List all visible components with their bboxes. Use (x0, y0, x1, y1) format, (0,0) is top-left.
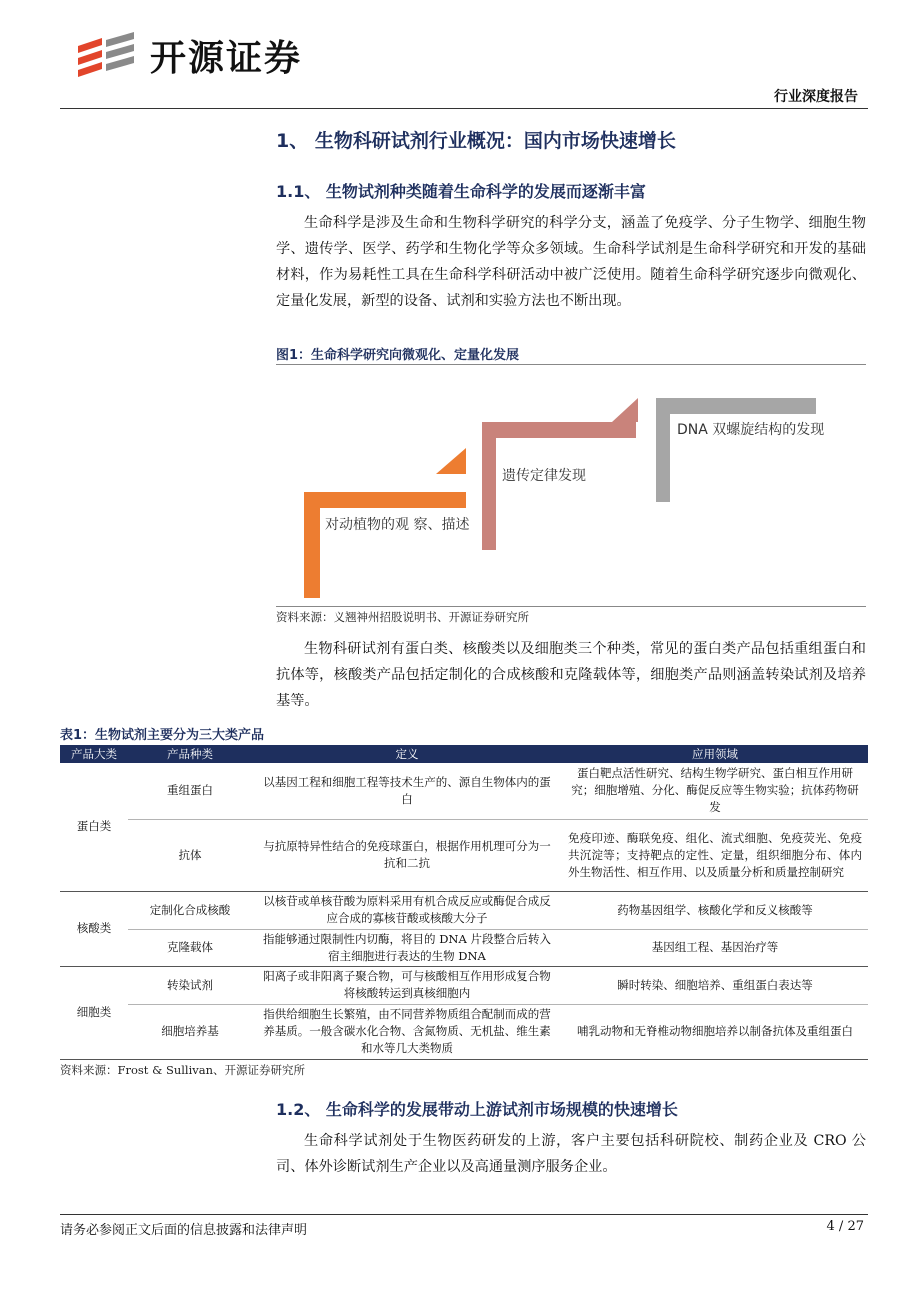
report-type: 行业深度报告 (774, 89, 858, 105)
header-divider (60, 108, 868, 109)
step-2-arrow (612, 398, 638, 422)
type-cell: 抗体 (128, 819, 252, 891)
table-header-row (60, 745, 868, 763)
type-cell: 细胞培养基 (128, 1004, 252, 1059)
upstream-paragraph: 生命科学试剂处于生物医药研发的上游，客户主要包括科研院校、制药企业及 CRO 公司、体外诊断试剂生产企业以及高通量测序服务企业。 (276, 1133, 866, 1175)
figure-title: 图1：生命科学研究向微观化、定量化发展 (276, 348, 520, 363)
category-cell: 蛋白类 (60, 763, 128, 891)
definition-cell: 与抗原特异性结合的免疫球蛋白，根据作用机理可分为一抗和二抗 (252, 819, 562, 891)
type-cell: 定制化合成核酸 (128, 891, 252, 929)
brand-name: 开源证券 (150, 38, 303, 79)
header-category: 产品大类 (60, 745, 128, 763)
table-source: 资料来源：Frost & Sullivan、开源证券研究所 (60, 1063, 306, 1077)
footer-disclaimer: 请务必参阅正文后面的信息披露和法律声明 (60, 1223, 308, 1238)
section-heading-1-1: 1.1、 生物试剂种类随着生命科学的发展而逐渐丰富 (276, 182, 646, 201)
step-2-label: 遗传定律发现 (502, 468, 586, 484)
page-number: 4 / 27 (826, 1219, 864, 1234)
definition-cell: 阳离子或非阳离子聚合物，可与核酸相互作用形成复合物将核酸转运到真核细胞内 (252, 966, 562, 1004)
table-row (60, 966, 868, 1004)
table-row (60, 819, 868, 891)
product-table (60, 745, 868, 1060)
application-cell: 瞬时转染、细胞培养、重组蛋白表达等 (562, 966, 868, 1004)
type-cell: 重组蛋白 (128, 763, 252, 819)
application-cell: 药物基因组学、核酸化学和反义核酸等 (562, 891, 868, 929)
step-1-label: 对动植物的观 察、描述 (325, 517, 470, 533)
header-application: 应用领域 (562, 745, 868, 763)
step-1-bar (304, 492, 466, 508)
section-heading-1: 1、 生物科研试剂行业概况：国内市场快速增长 (276, 130, 676, 152)
table-row (60, 929, 868, 966)
type-cell: 克隆载体 (128, 929, 252, 966)
category-cell: 细胞类 (60, 966, 128, 1059)
definition-cell: 以基因工程和细胞工程等技术生产的、源自生物体内的蛋白 (252, 763, 562, 819)
application-cell: 蛋白靶点活性研究、结构生物学研究、蛋白相互作用研究；细胞增殖、分化、酶促反应等生物实验；抗体药物研发 (562, 763, 868, 819)
category-cell: 核酸类 (60, 891, 128, 966)
step-3-bar (656, 398, 816, 414)
definition-cell: 指能够通过限制性内切酶，将目的 DNA 片段整合后转入宿主细胞进行表达的生物 DNA (252, 929, 562, 966)
table-row (60, 1004, 868, 1059)
definition-cell: 以核苷或单核苷酸为原料采用有机合成反应或酶促合成反应合成的寡核苷酸或核酸大分子 (252, 891, 562, 929)
step-1-arrow (436, 448, 466, 474)
footer-divider (60, 1214, 868, 1215)
figure-source: 资料来源：义翘神州招股说明书、开源证券研究所 (276, 610, 529, 624)
header-type: 产品种类 (128, 745, 252, 763)
definition-cell: 指供给细胞生长繁殖，由不同营养物质组合配制而成的营养基质。一般含碳水化合物、含氮物质、无机盐、维生素和水等几大类物质 (252, 1004, 562, 1059)
header-definition: 定义 (252, 745, 562, 763)
table-row (60, 763, 868, 819)
application-cell: 基因组工程、基因治疗等 (562, 929, 868, 966)
figure-bottom-rule (276, 606, 866, 607)
table-title: 表1：生物试剂主要分为三大类产品 (60, 728, 265, 743)
section-heading-1-2: 1.2、 生命科学的发展带动上游试剂市场规模的快速增长 (276, 1100, 678, 1119)
intro-paragraph: 生命科学是涉及生命和生物科学研究的科学分支，涵盖了免疫学、分子生物学、细胞生物学、遗传学、医学、药学和生物化学等众多领域。生命科学试剂是生命科学研究和开发的基础材料，作为易耗性工具在生命科学科研活动中被广泛使用。随着生命科学研究逐步向微观化、定量化发展，新型的设备、试剂和实验方法也不断出现。 (276, 215, 866, 309)
figure-top-rule (276, 364, 866, 365)
type-cell: 转染试剂 (128, 966, 252, 1004)
categories-paragraph: 生物科研试剂有蛋白类、核酸类以及细胞类三个种类，常见的蛋白类产品包括重组蛋白和抗体等，核酸类产品包括定制化的合成核酸和克隆载体等，细胞类产品则涵盖转染试剂及培养基等。 (276, 641, 866, 709)
step-2-bar (482, 422, 636, 438)
application-cell: 哺乳动物和无脊椎动物细胞培养以制备抗体及重组蛋白 (562, 1004, 868, 1059)
company-logo-icon (72, 28, 142, 82)
application-cell: 免疫印迹、酶联免疫、组化、流式细胞、免疫荧光、免疫共沉淀等；支持靶点的定性、定量，组织细胞分布、体内外生物活性、相互作用、以及质量分析和质量控制研究 (562, 819, 868, 891)
table-row (60, 891, 868, 929)
step-2-riser (482, 422, 496, 550)
step-3-label: DNA 双螺旋结构的发现 (677, 422, 825, 438)
